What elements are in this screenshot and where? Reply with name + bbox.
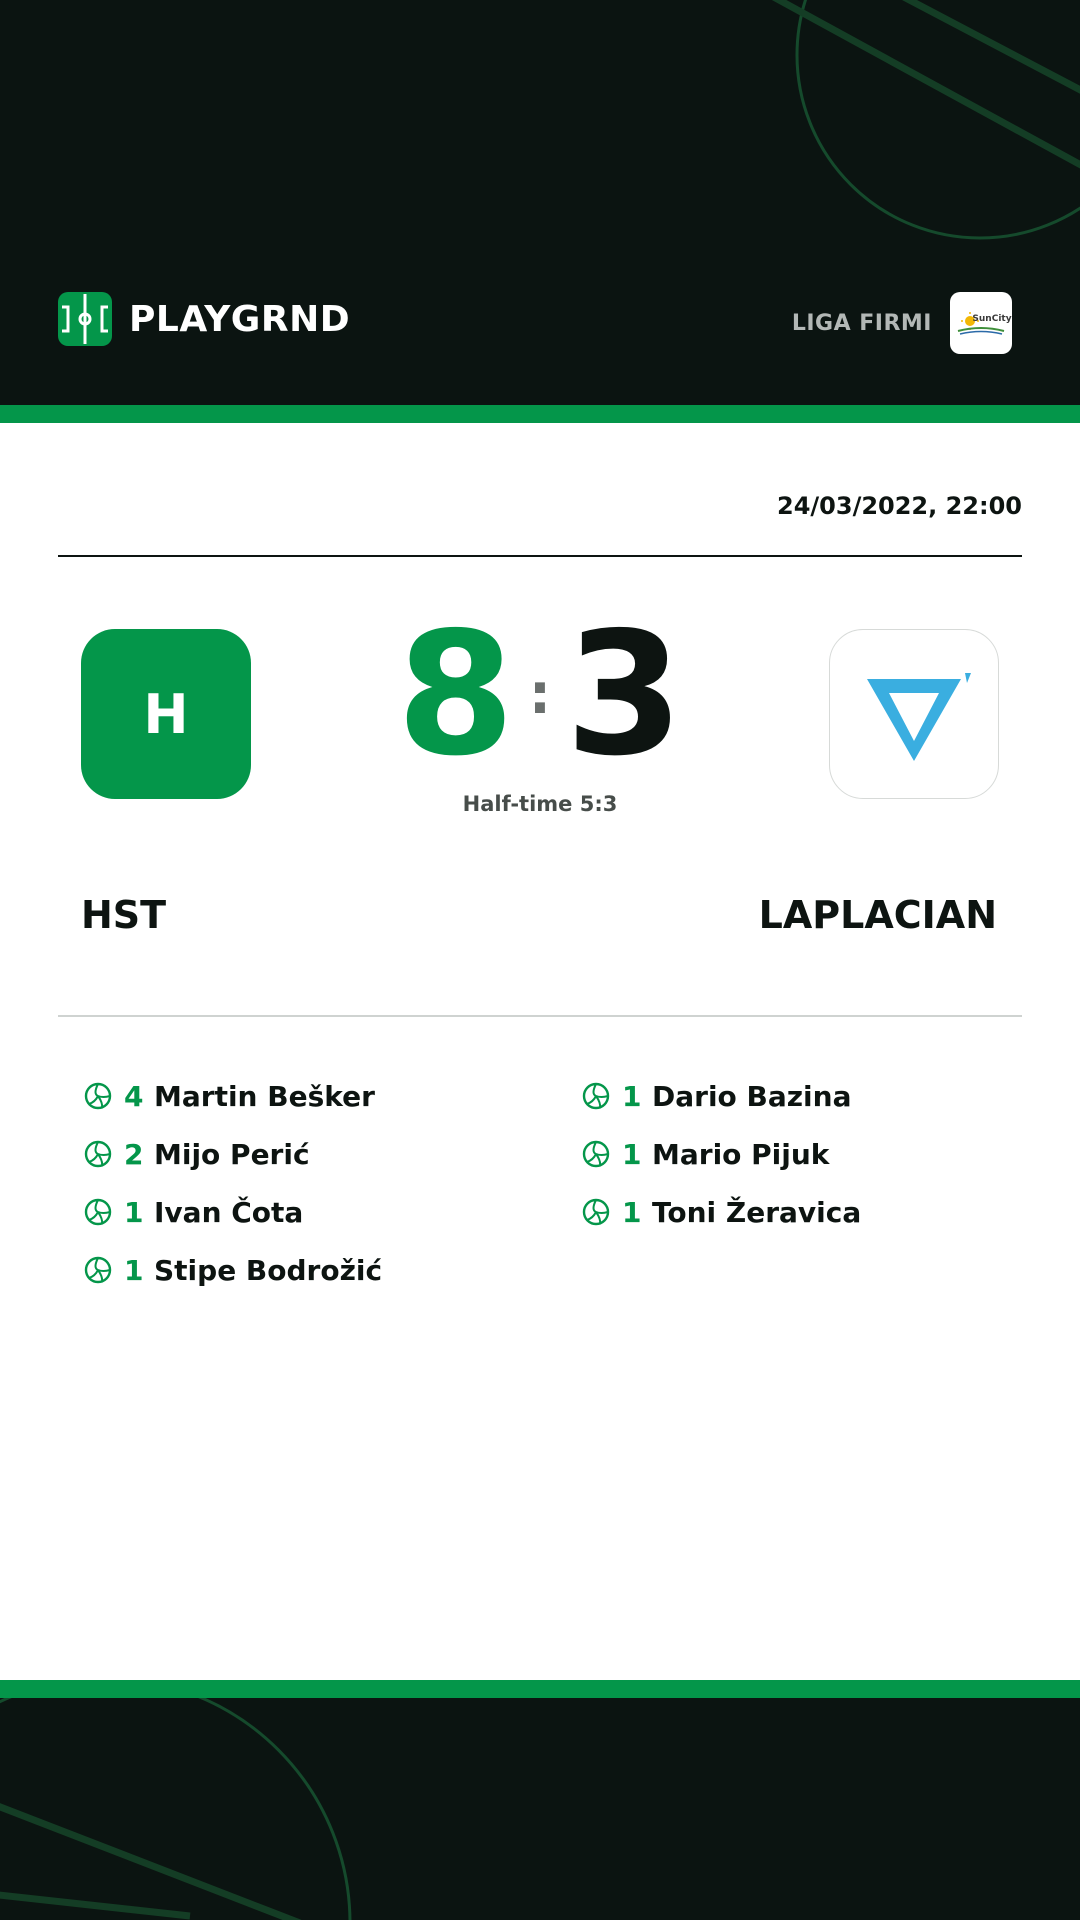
suncity-logo-icon (950, 292, 1012, 354)
player-name: Toni Žeravica (652, 1195, 862, 1229)
ball-icon (582, 1140, 610, 1168)
goal-count: 1 (622, 1195, 642, 1229)
list-item (84, 1241, 544, 1299)
laplacian-v-logo-icon (849, 649, 979, 779)
goal-count: 1 (622, 1137, 642, 1171)
header-stripe (0, 405, 1080, 423)
league-info (792, 292, 1012, 354)
football-pitch-icon (58, 292, 112, 346)
goal-count: 2 (124, 1137, 144, 1171)
home-scorers-list (84, 1067, 544, 1299)
divider (58, 555, 1022, 557)
scoreboard (340, 596, 740, 794)
home-badge-letter: H (143, 682, 189, 746)
player-name: Mario Pijuk (652, 1137, 830, 1171)
player-name: Stipe Bodrožić (154, 1253, 383, 1287)
score-separator: : (528, 662, 552, 727)
brand (58, 292, 350, 346)
ball-icon (582, 1198, 610, 1226)
match-datetime: 24/03/2022, 22:00 (777, 492, 1022, 520)
list-item (84, 1125, 544, 1183)
home-team-badge (81, 629, 251, 799)
away-team-badge (829, 629, 999, 799)
away-score: 3 (565, 596, 684, 794)
brand-name: PLAYGRND (129, 298, 351, 340)
league-name: LIGA FIRMI (791, 310, 932, 336)
footer-stripe (0, 1680, 1080, 1698)
ball-icon (84, 1082, 112, 1110)
goal-count: 1 (124, 1195, 144, 1229)
player-name: Dario Bazina (652, 1079, 852, 1113)
away-scorers-list (582, 1067, 1042, 1241)
home-score: 8 (396, 596, 515, 794)
ball-icon (582, 1082, 610, 1110)
footer-banner (0, 1698, 1080, 1920)
ball-icon (84, 1256, 112, 1284)
player-name: Martin Bešker (154, 1079, 375, 1113)
list-item (84, 1067, 544, 1125)
ball-icon (84, 1198, 112, 1226)
pitch-decoration (0, 1698, 1080, 1920)
sponsor-name: SunCity (972, 314, 1012, 324)
halftime-score: Half-time 5:3 (462, 792, 618, 816)
home-team-name: HST (81, 893, 167, 937)
list-item (582, 1183, 1042, 1241)
list-item (582, 1125, 1042, 1183)
goal-count: 1 (124, 1253, 144, 1287)
ball-icon (84, 1140, 112, 1168)
header-banner (0, 0, 1080, 405)
player-name: Ivan Čota (154, 1195, 304, 1229)
goal-count: 1 (622, 1079, 642, 1113)
away-team-name: LAPLACIAN (758, 893, 997, 937)
list-item (84, 1183, 544, 1241)
goal-count: 4 (124, 1079, 144, 1113)
player-name: Mijo Perić (154, 1137, 310, 1171)
list-item (582, 1067, 1042, 1125)
divider (58, 1015, 1022, 1017)
